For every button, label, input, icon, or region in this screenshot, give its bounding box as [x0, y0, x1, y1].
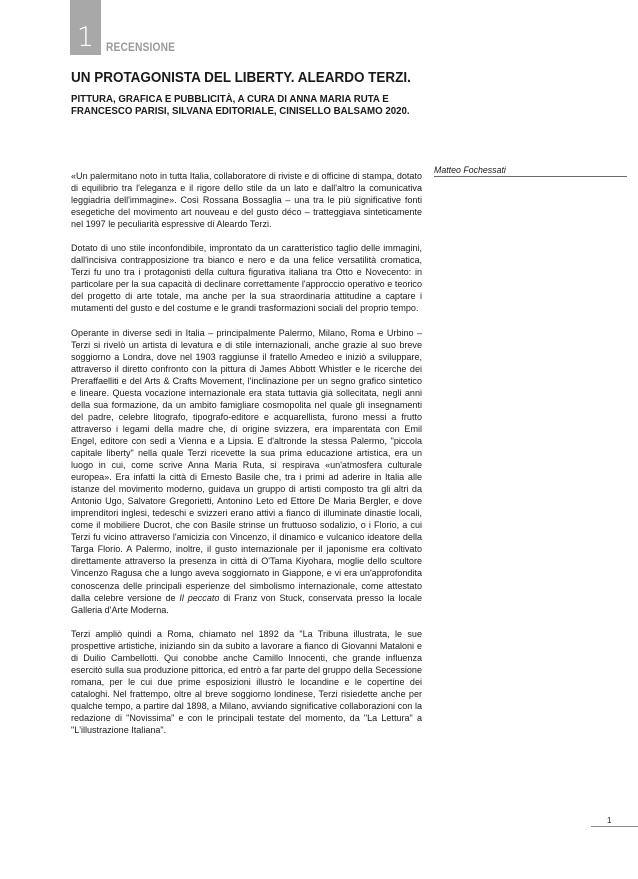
paragraph: Terzi ampliò quindi a Roma, chiamato nel 1892 da "La Tribuna illustrata, le sue prospettive artistiche, iniziando sin da subito a lavorare a fianco di Giovanni Mataloni e di Duilio Cambellotti. Qui conobbe anche Camillo Innocenti, che grande influenza esercitò sulla sua produzione pittorica, ed entrò a far parte del gruppo della Secessione romana, per le cui due prime esposizioni illustrò le locandine e le copertine dei cataloghi. Nel frattempo, oltre al breve soggiorno londinese, Terzi risiedette anche per qualche tempo, a partire dal 1898, a Milano, avviando significative collaborazioni con la redazione di "Novissima" e con le principali testate del momento, da "La Lettura" a "L'illustrazione Italiana".	[71, 628, 422, 736]
article-body	[71, 170, 422, 736]
author-name: Matteo Fochessati	[434, 165, 627, 177]
paragraph: Dotato di uno stile inconfondibile, improntato da un caratteristico taglio delle immagini, dall'incisiva contrapposizione tra bianco e nero e da una felice versatilità cromatica, Terzi fu uno tra i protagonisti della cultura figurativa italiana tra Otto e Novecento: in particolare per la sua capacità di declinare correttamente l'approccio operativo e teorico del progetto di arte totale, ma anche per la sua straordinaria attitudine a captare i mutamenti del gusto e del costume e le grandi trasformazioni sociali del proprio tempo.	[71, 243, 422, 314]
footer-rule	[591, 826, 638, 827]
artwork-title: Il peccato	[179, 592, 220, 603]
paragraph-text: Operante in diverse sedi in Italia – principalmente Palermo, Milano, Roma e Urbino – Terzi si rivelò un artista di levatura e di stile internazionali, anche grazie al suo breve soggiorno a Londra, dove nel 1903 raggiunse il fratello Amedeo e iniziò a sviluppare, attraverso il diretto confronto con la pittura di James Abbott Whistler e le ricerche dei Preraffaelliti e del Arts & Crafts Movement, l'inclinazione per un segno grafico sintetico e lineare. Questa vocazione internazionale era stata tuttavia già sollecitata, negli anni della sua formazione, da un ambito famigliare cosmopolita nel quale gli insegnamenti del padre, celebre litografo, tipografo-editore e acquarellista, furono messi a frutto attraverso i legami della madre che, di origine svizzera, era imparentata con Emil Engel, editore con sedi a Vienna e a Lipsia. E d'altronde la stessa Palermo, "piccola capitale liberty" nella quale Terzi ricevette la sua prima educazione artistica, era un luogo in cui, come scrive Anna Maria Ruta, si respirava «un'atmosfera culturale europea». Era infatti la città di Ernesto Basile che, tra i primi ad aderire in Italia alle istanze del movimento moderno, guidava un gruppo di artisti composto tra gli altri da Antonio Ugo, Salvatore Gregorietti, Antonino Leto ed Ettore De Maria Bergler, e dove imprenditori inglesi, tedeschi e svizzeri erano attivi a fianco di illuminate dinastie locali, come il mobiliere Ducrot, che con Basile strinse un fruttuoso sodalizio, o i Florio, a cui Terzi fu vicino attraverso l'amicizia con Vincenzo, il dinamico e vulcanico ideatore della Targa Florio. A Palermo, inoltre, il gusto internazionale per il japonisme era coltivato direttamente attraverso la presenza in città di O'Tama Kiyohara, moglie dello scultore Vincenzo Ragusa che a lungo aveva soggiornato in Giappone, e vi era un'approfondita conoscenza delle principali esperienze del simbolismo internazionale, come attestato dalla celebre versione de	[71, 327, 422, 603]
article-title: UN PROTAGONISTA DEL LIBERTY. ALEARDO TERZI.	[71, 70, 411, 86]
section-number: 1	[76, 22, 95, 53]
paragraph-text-tail: di Franz von Stuck, conservata presso la locale Galleria d'Arte Moderna.	[71, 592, 422, 615]
page-number: 1	[607, 816, 612, 825]
article-subtitle: PITTURA, GRAFICA E PUBBLICITÀ, A CURA DI ANNA MARIA RUTA E FRANCESCO PARISI, SILVANA EDITORIALE, CINISELLO BALSAMO 2020.	[71, 94, 410, 117]
paragraph	[71, 327, 422, 616]
paragraph: «Un palermitano noto in tutta Italia, collaboratore di riviste e di officine di stampa, dotato di equilibrio tra l'eleganza e il rigore dello stile da un lato e dall'altro la comunicativa leggiadria dell'immagine». Così Rossana Bossaglia – una tra le più significative fonti esegetiche del movimento art nouveau e del gusto déco – tratteggiava sinteticamente nel 1997 le peculiarità espressive di Aleardo Terzi.	[71, 171, 422, 230]
section-number-box	[70, 0, 101, 55]
section-label: RECENSIONE	[106, 40, 176, 54]
